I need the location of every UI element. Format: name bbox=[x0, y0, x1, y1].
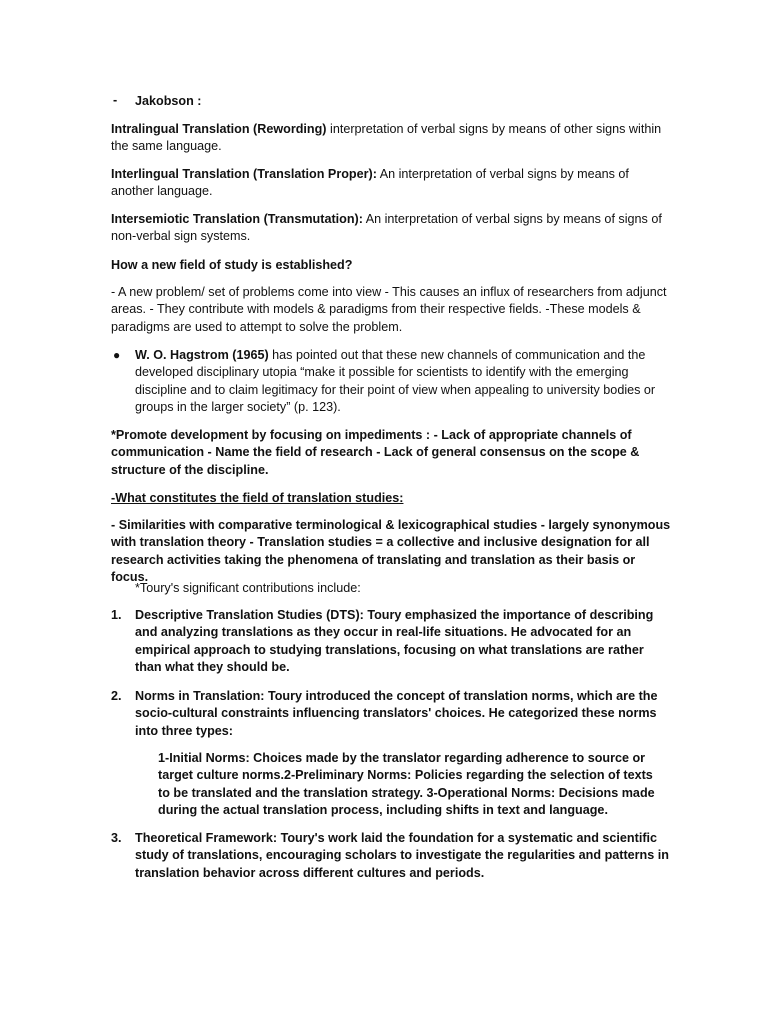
jakobson-heading: Jakobson : bbox=[135, 94, 202, 108]
list-number: 2. bbox=[111, 689, 122, 703]
definition-term: Intersemiotic Translation (Transmutation): bbox=[111, 212, 363, 226]
definition-text: interpretation of verbal signs by means of other signs within the same language. bbox=[111, 122, 662, 154]
contribution-norms: Norms in Translation: Toury introduced the concept of translation norms, which are the socio-cultural constraints influencing translators' choices. He categorized these norms into three types: bbox=[135, 689, 658, 738]
field-heading: -What constitutes the field of translation studies: bbox=[111, 491, 404, 505]
question-heading: How a new field of study is established? bbox=[111, 258, 353, 272]
definition-intralingual bbox=[111, 121, 671, 156]
definition-text: An interpretation of verbal signs by means of signs of non-verbal sign systems. bbox=[111, 212, 662, 244]
dash-bullet: - bbox=[113, 93, 118, 107]
definition-intersemiotic bbox=[111, 211, 671, 246]
toury-intro: *Toury's significant contributions include: bbox=[135, 581, 361, 595]
norm-types-paragraph: 1-Initial Norms: Choices made by the translator regarding adherence to source or target culture norms.2-Preliminary Norms: Policies regarding the selection of texts to be translated and the translation strategy. 3-Operational Norms: Decisions made during the actual translation process, including shifts in text and language. bbox=[158, 751, 655, 818]
list-number: 3. bbox=[111, 831, 122, 845]
list-number: 1. bbox=[111, 608, 122, 622]
hagstrom-text: has pointed out that these new channels of communication and the developed disciplinary utopia “make it possible for scientists to identify with the emerging discipline and to claim legitimacy for their point of view when appealing to university bodies or groups in the larger society” (p. 123). bbox=[135, 348, 656, 415]
definition-interlingual bbox=[111, 166, 671, 201]
dot-bullet: ● bbox=[113, 348, 121, 362]
promote-paragraph: *Promote development by focusing on impediments : - Lack of appropriate channels of communication - Name the field of research - Lack of general consensus on the scope & structure of the discipline. bbox=[111, 428, 640, 477]
definition-term: Interlingual Translation (Translation Proper): bbox=[111, 167, 377, 181]
hagstrom-paragraph bbox=[135, 347, 671, 417]
definition-text: An interpretation of verbal signs by means of another language. bbox=[111, 167, 629, 199]
contribution-dts: Descriptive Translation Studies (DTS): Toury emphasized the importance of describing and analyzing translations as they occur in real-life situations. He advocated for an empirical approach to studying translations, focusing on what translations are rather than what they should be. bbox=[135, 608, 654, 675]
problem-paragraph: - A new problem/ set of problems come into view - This causes an influx of researchers from adjunct areas. - They contribute with models & paradigms from their respective fields. -These models & paradigms are used to attempt to solve the problem. bbox=[111, 285, 667, 334]
contribution-framework: Theoretical Framework: Toury's work laid the foundation for a systematic and scientific study of translations, encouraging scholars to investigate the regularities and patterns in translation behavior across different cultures and periods. bbox=[135, 831, 669, 880]
hagstrom-name: W. O. Hagstrom (1965) bbox=[135, 348, 269, 362]
similarities-paragraph: - Similarities with comparative terminological & lexicographical studies - largely synonymous with translation theory - Translation studies = a collective and inclusive designation for all research activities taking the phenomena of translating and translation as their basis or focus. bbox=[111, 518, 671, 585]
definition-term: Intralingual Translation (Rewording) bbox=[111, 122, 327, 136]
